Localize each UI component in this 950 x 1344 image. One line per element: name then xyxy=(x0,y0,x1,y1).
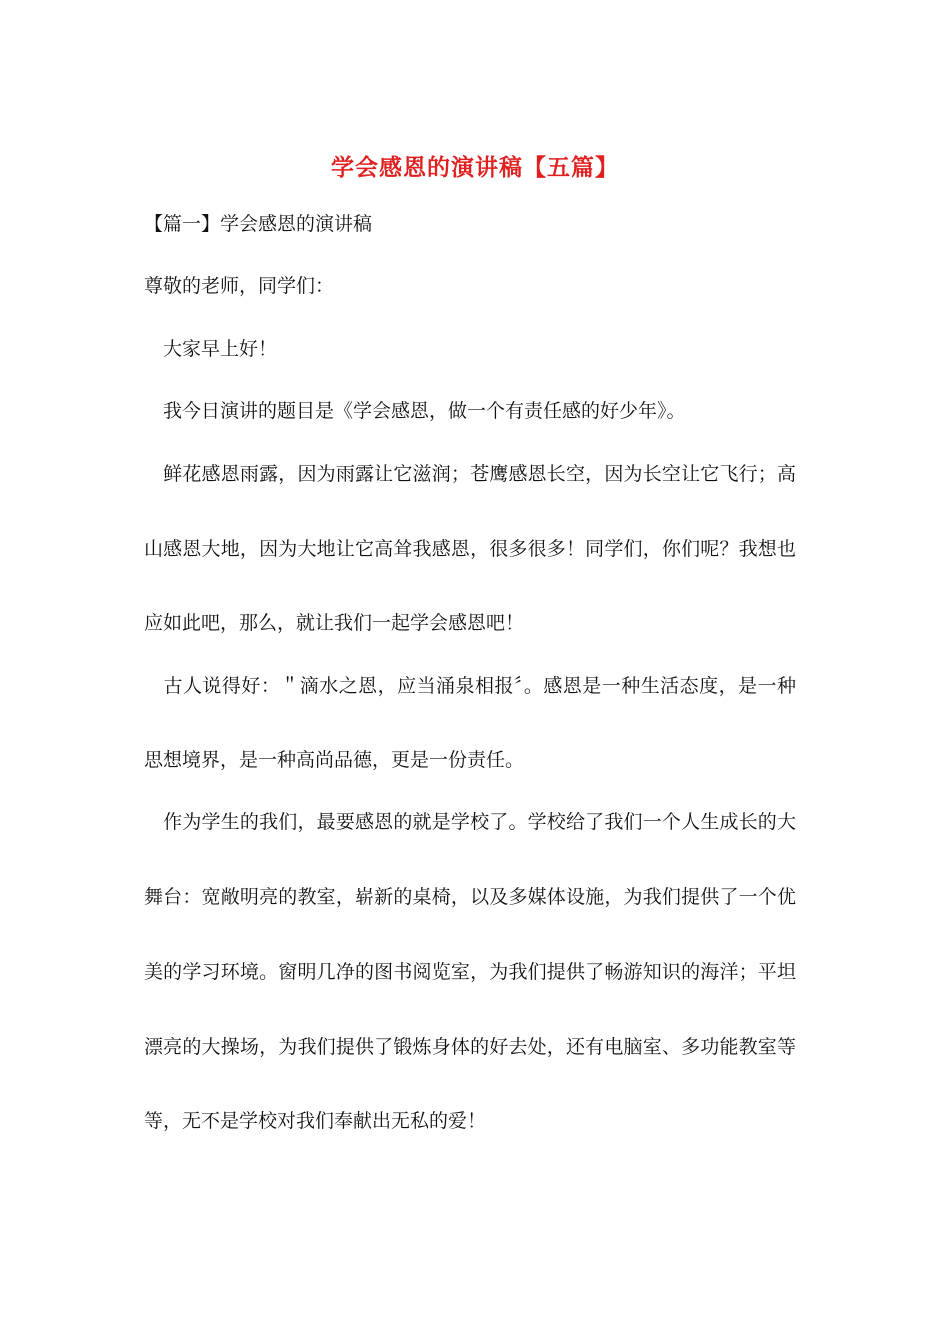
paragraph-line: 思想境界，是一种高尚品德，更是一份责任。 xyxy=(144,749,525,771)
section-heading: 【篇一】学会感恩的演讲稿 xyxy=(144,213,373,235)
topic-line: 我今日演讲的题目是《学会感恩，做一个有责任感的好少年》。 xyxy=(144,400,686,422)
paragraph-line: 鲜花感恩雨露，因为雨露让它滋润；苍鹰感恩长空，因为长空让它飞行；高 xyxy=(144,463,796,485)
paragraph-line: 应如此吧，那么，就让我们一起学会感恩吧！ xyxy=(144,612,525,634)
paragraph-line: 等，无不是学校对我们奉献出无私的爱！ xyxy=(144,1110,487,1132)
paragraph-line: 美的学习环境。窗明几净的图书阅览室，为我们提供了畅游知识的海洋；平坦 xyxy=(144,961,796,983)
document-title: 学会感恩的演讲稿【五篇】 xyxy=(331,155,619,181)
greeting-line: 大家早上好！ xyxy=(144,338,278,360)
paragraph-line: 山感恩大地，因为大地让它高耸我感恩，很多很多！同学们，你们呢？我想也 xyxy=(144,538,796,560)
paragraph-line: 古人说得好：＂滴水之恩，应当涌泉相报〞。感恩是一种生活态度，是一种 xyxy=(144,675,796,697)
paragraph-line: 漂亮的大操场，为我们提供了锻炼身体的好去处，还有电脑室、多功能教室等 xyxy=(144,1036,796,1058)
paragraph-line: 作为学生的我们，最要感恩的就是学校了。学校给了我们一个人生成长的大 xyxy=(144,811,796,833)
salutation-line: 尊敬的老师，同学们： xyxy=(144,275,335,297)
paragraph-line: 舞台：宽敞明亮的教室，崭新的桌椅，以及多媒体设施，为我们提供了一个优 xyxy=(144,886,796,908)
